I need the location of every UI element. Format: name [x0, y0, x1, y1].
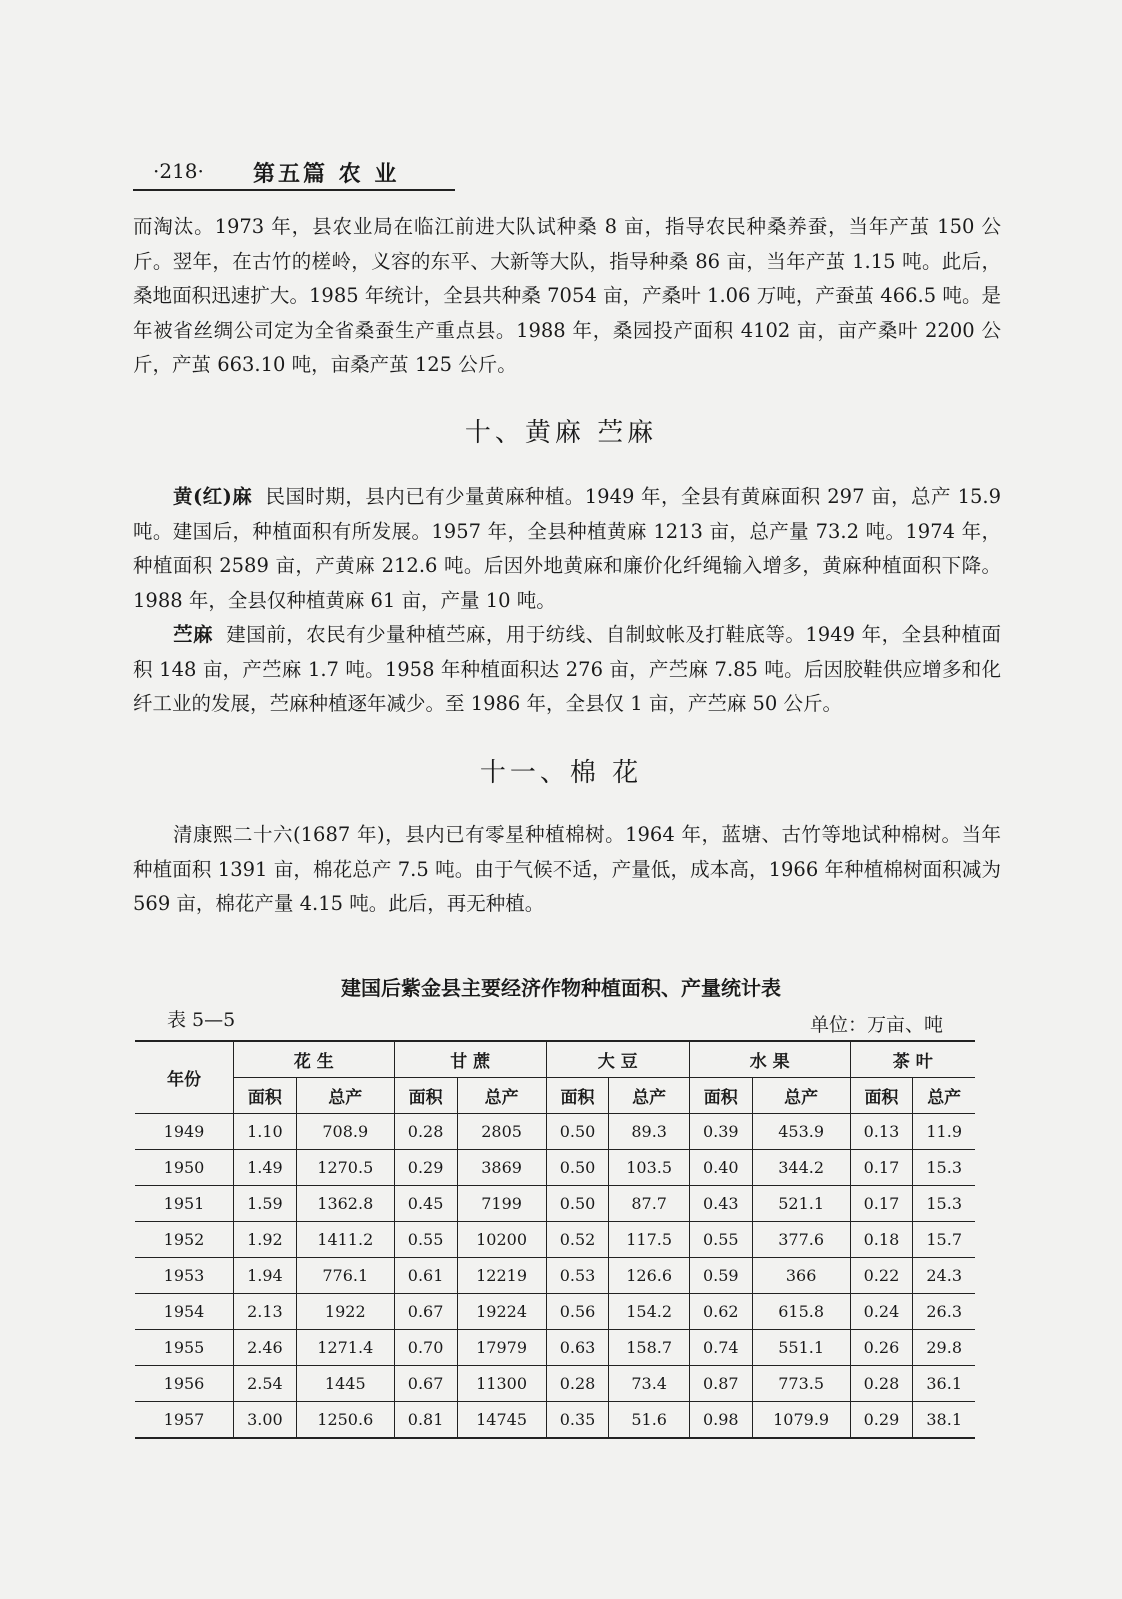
value-cell: 377.6: [752, 1222, 850, 1258]
value-cell: 158.7: [609, 1330, 689, 1366]
value-cell: 11.9: [913, 1114, 975, 1150]
value-cell: 1.94: [234, 1258, 297, 1294]
value-cell: 0.61: [394, 1258, 457, 1294]
area-subheader: 面积: [394, 1078, 457, 1114]
value-cell: 0.18: [850, 1222, 913, 1258]
value-cell: 24.3: [913, 1258, 975, 1294]
table-row: [135, 1402, 975, 1439]
value-cell: 344.2: [752, 1150, 850, 1186]
value-cell: 10200: [457, 1222, 546, 1258]
value-cell: 1.10: [234, 1114, 297, 1150]
value-cell: 38.1: [913, 1402, 975, 1439]
value-cell: 0.35: [546, 1402, 609, 1439]
value-cell: 453.9: [752, 1114, 850, 1150]
ramie-paragraph: [133, 618, 1001, 722]
value-cell: 14745: [457, 1402, 546, 1439]
part-title: 第五篇 农 业: [253, 161, 400, 187]
value-cell: 0.63: [546, 1330, 609, 1366]
value-cell: 2805: [457, 1114, 546, 1150]
value-cell: 3869: [457, 1150, 546, 1186]
value-cell: 0.56: [546, 1294, 609, 1330]
value-cell: 1079.9: [752, 1402, 850, 1439]
value-cell: 154.2: [609, 1294, 689, 1330]
table-row: [135, 1222, 975, 1258]
crop-header: 水 果: [689, 1041, 850, 1078]
value-cell: 15.3: [913, 1186, 975, 1222]
value-cell: 0.81: [394, 1402, 457, 1439]
value-cell: 1922: [296, 1294, 394, 1330]
area-subheader: 面积: [546, 1078, 609, 1114]
value-cell: 1.49: [234, 1150, 297, 1186]
table-number: 表 5—5: [167, 1009, 236, 1031]
value-cell: 0.40: [689, 1150, 752, 1186]
table-title: 建国后紫金县主要经济作物种植面积、产量统计表: [341, 976, 781, 1000]
page-number: ·218·: [153, 159, 204, 183]
crop-header: 茶 叶: [850, 1041, 975, 1078]
value-cell: 19224: [457, 1294, 546, 1330]
crop-header: 大 豆: [546, 1041, 689, 1078]
value-cell: 1.59: [234, 1186, 297, 1222]
value-cell: 521.1: [752, 1186, 850, 1222]
year-cell: 1957: [135, 1402, 234, 1439]
value-cell: 2.13: [234, 1294, 297, 1330]
value-cell: 0.45: [394, 1186, 457, 1222]
year-cell: 1956: [135, 1366, 234, 1402]
value-cell: 1.92: [234, 1222, 297, 1258]
value-cell: 12219: [457, 1258, 546, 1294]
year-cell: 1949: [135, 1114, 234, 1150]
value-cell: 1445: [296, 1366, 394, 1402]
area-subheader: 面积: [689, 1078, 752, 1114]
value-cell: 708.9: [296, 1114, 394, 1150]
table-row: [135, 1114, 975, 1150]
table-row: [135, 1366, 975, 1402]
jute-label: 黄(红)麻: [173, 485, 253, 508]
table-unit: 单位：万亩、吨: [810, 1014, 944, 1036]
value-cell: 87.7: [609, 1186, 689, 1222]
crop-header: 甘 蔗: [394, 1041, 546, 1078]
area-subheader: 面积: [850, 1078, 913, 1114]
table-row: [135, 1258, 975, 1294]
value-cell: 0.29: [394, 1150, 457, 1186]
value-cell: 2.54: [234, 1366, 297, 1402]
value-cell: 17979: [457, 1330, 546, 1366]
table-row: [135, 1150, 975, 1186]
value-cell: 0.29: [850, 1402, 913, 1439]
table-body: [135, 1114, 975, 1439]
output-subheader: 总产: [913, 1078, 975, 1114]
value-cell: 11300: [457, 1366, 546, 1402]
value-cell: 615.8: [752, 1294, 850, 1330]
table-row: [135, 1186, 975, 1222]
jute-text: 民国时期，县内已有少量黄麻种植。1949 年，全县有黄麻面积 297 亩，总产 15.9 吨。建国后，种植面积有所发展。1957 年，全县种植黄麻 1213 亩，总产量 73.2 吨。1974 年，种植面积 2589 亩，产黄麻 212.6 吨。后因外地黄麻和廉价化纤绳输入增多，黄麻种植面积下降。1988 年，全县仅种植黄麻 61 亩，产量 10 吨。: [133, 485, 1002, 612]
value-cell: 89.3: [609, 1114, 689, 1150]
table-row: [135, 1330, 975, 1366]
value-cell: 0.55: [689, 1222, 752, 1258]
value-cell: 0.70: [394, 1330, 457, 1366]
section-title-cotton: 十一、棉 花: [479, 758, 643, 788]
value-cell: 0.43: [689, 1186, 752, 1222]
section-title-jute-ramie: 十、黄麻 苎麻: [464, 418, 658, 448]
value-cell: 0.67: [394, 1294, 457, 1330]
intro-paragraph: 而淘汰。1973 年，县农业局在临江前进大队试种桑 8 亩，指导农民种桑养蚕，当年产茧 150 公斤。翌年，在古竹的槎岭，义容的东平、大新等大队，指导种桑 86 亩，当年产茧 1.15 吨。此后，桑地面积迅速扩大。1985 年统计，全县共种桑 7054 亩，产桑叶 1.06 万吨，产蚕茧 466.5 吨。是年被省丝绸公司定为全省桑蚕生产重点县。1988 年，桑园投产面积 4102 亩，亩产桑叶 2200 公斤，产茧 663.10 吨，亩桑产茧 125 公斤。: [133, 215, 1001, 376]
value-cell: 29.8: [913, 1330, 975, 1366]
value-cell: 51.6: [609, 1402, 689, 1439]
value-cell: 0.55: [394, 1222, 457, 1258]
value-cell: 0.50: [546, 1114, 609, 1150]
year-cell: 1953: [135, 1258, 234, 1294]
value-cell: 73.4: [609, 1366, 689, 1402]
year-cell: 1954: [135, 1294, 234, 1330]
value-cell: 103.5: [609, 1150, 689, 1186]
value-cell: 0.28: [546, 1366, 609, 1402]
crop-header: 花 生: [234, 1041, 395, 1078]
value-cell: 1411.2: [296, 1222, 394, 1258]
value-cell: 0.50: [546, 1186, 609, 1222]
value-cell: 2.46: [234, 1330, 297, 1366]
value-cell: 0.28: [394, 1114, 457, 1150]
value-cell: 0.22: [850, 1258, 913, 1294]
value-cell: 0.28: [850, 1366, 913, 1402]
value-cell: 0.17: [850, 1186, 913, 1222]
output-subheader: 总产: [609, 1078, 689, 1114]
ramie-text: 建国前，农民有少量种植苎麻，用于纺线、自制蚊帐及打鞋底等。1949 年，全县种植面积 148 亩，产苎麻 1.7 吨。1958 年种植面积达 276 亩，产苎麻 7.85 吨。后因胶鞋供应增多和化纤工业的发展，苎麻种植逐年减少。至 1986 年，全县仅 1 亩，产苎麻 50 公斤。: [133, 623, 1001, 715]
value-cell: 26.3: [913, 1294, 975, 1330]
value-cell: 126.6: [609, 1258, 689, 1294]
value-cell: 0.50: [546, 1150, 609, 1186]
value-cell: 15.3: [913, 1150, 975, 1186]
value-cell: 117.5: [609, 1222, 689, 1258]
value-cell: 0.67: [394, 1366, 457, 1402]
value-cell: 0.62: [689, 1294, 752, 1330]
year-cell: 1950: [135, 1150, 234, 1186]
value-cell: 0.87: [689, 1366, 752, 1402]
output-subheader: 总产: [296, 1078, 394, 1114]
value-cell: 1362.8: [296, 1186, 394, 1222]
area-subheader: 面积: [234, 1078, 297, 1114]
value-cell: 15.7: [913, 1222, 975, 1258]
ramie-label: 苎麻: [173, 623, 213, 646]
value-cell: 36.1: [913, 1366, 975, 1402]
output-subheader: 总产: [752, 1078, 850, 1114]
value-cell: 3.00: [234, 1402, 297, 1439]
running-header: [133, 155, 455, 191]
value-cell: 0.59: [689, 1258, 752, 1294]
value-cell: 366: [752, 1258, 850, 1294]
value-cell: 0.17: [850, 1150, 913, 1186]
value-cell: 0.74: [689, 1330, 752, 1366]
value-cell: 776.1: [296, 1258, 394, 1294]
value-cell: 0.24: [850, 1294, 913, 1330]
value-cell: 1270.5: [296, 1150, 394, 1186]
crop-statistics-table: [135, 1040, 975, 1439]
value-cell: 7199: [457, 1186, 546, 1222]
value-cell: 0.52: [546, 1222, 609, 1258]
year-cell: 1952: [135, 1222, 234, 1258]
year-cell: 1955: [135, 1330, 234, 1366]
value-cell: 551.1: [752, 1330, 850, 1366]
year-cell: 1951: [135, 1186, 234, 1222]
value-cell: 1250.6: [296, 1402, 394, 1439]
year-header: 年份: [135, 1041, 234, 1114]
value-cell: 773.5: [752, 1366, 850, 1402]
value-cell: 0.53: [546, 1258, 609, 1294]
value-cell: 0.13: [850, 1114, 913, 1150]
value-cell: 0.98: [689, 1402, 752, 1439]
value-cell: 0.39: [689, 1114, 752, 1150]
value-cell: 0.26: [850, 1330, 913, 1366]
cotton-paragraph: 清康熙二十六(1687 年)，县内已有零星种植棉树。1964 年，蓝塘、古竹等地试种棉树。当年种植面积 1391 亩，棉花总产 7.5 吨。由于气候不适，产量低，成本高，1966 年种植棉树面积减为 569 亩，棉花产量 4.15 吨。此后，再无种植。: [133, 823, 1001, 915]
jute-paragraph: [133, 480, 1001, 618]
value-cell: 1271.4: [296, 1330, 394, 1366]
table-row: [135, 1294, 975, 1330]
output-subheader: 总产: [457, 1078, 546, 1114]
